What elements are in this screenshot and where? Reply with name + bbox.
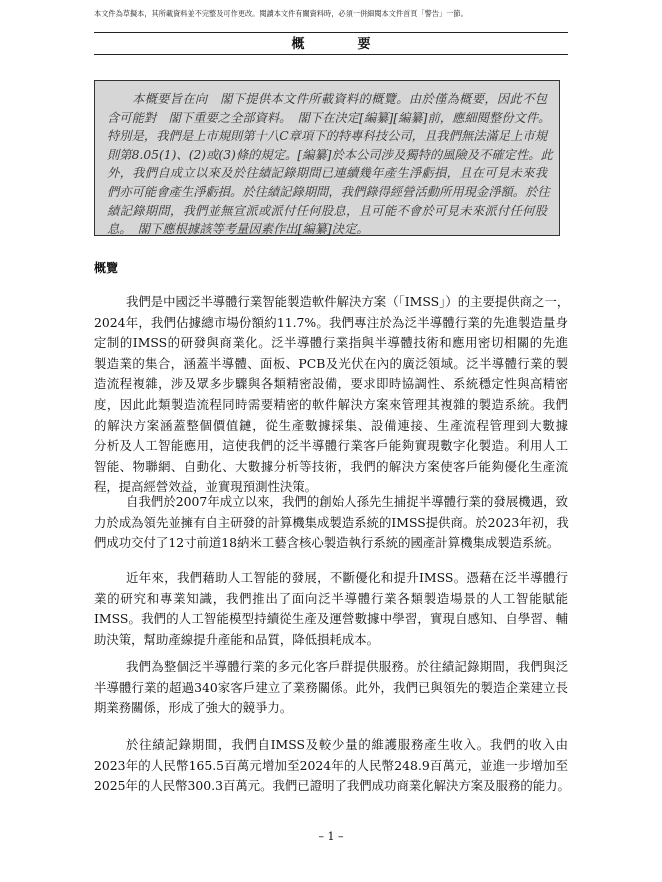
paragraph-line: 2024年，我們佔據總市場份額約11.7%。我們專注於為泛半導體行業的先進製造量身 bbox=[94, 314, 568, 330]
paragraph-line: 度，因此此類製造流程同時需要精密的軟件解決方案來管理其複雜的製造系統。我們 bbox=[94, 396, 568, 412]
summary-line: 們亦可能會產生淨虧損。於往績記錄期間，我們錄得經營活動所用現金淨額。於往 bbox=[107, 184, 550, 199]
page-number: – 1 – bbox=[318, 830, 344, 843]
paragraph-line: 近年來，我們藉助人工智能的發展，不斷優化和提升IMSS。憑藉在泛半導體行 bbox=[126, 570, 568, 585]
paragraph-line: 力於成為領先並擁有自主研發的計算機集成製造系統的IMSS提供商。於2023年初，我 bbox=[94, 514, 569, 530]
paragraph-line: 自我們於2007年成立以來，我們的創始人孫先生捕捉半導體行業的發展機遇，致 bbox=[126, 494, 568, 509]
summary-line: 本概要旨在向 閣下提供本文件所載資料的概覽。由於僅為概要，因此不包 bbox=[132, 92, 547, 106]
summary-line: 外，我們自成立以來及於往績記錄期間已連續幾年產生淨虧損，且在可見未來我 bbox=[107, 166, 547, 181]
overview-heading: 概覽 bbox=[94, 261, 119, 275]
summary-line: 則第8.05(1)、(2)或(3)條的規定。[編纂]於本公司涉及獨特的風險及不確定性。此 bbox=[107, 147, 553, 162]
paragraph-line: 的解決方案涵蓋整個價值鏈，從生產數據採集、設備連接、生產流程管理到大數據 bbox=[94, 417, 568, 433]
paragraph-line: 期業務關係，形成了強大的競爭力。 bbox=[94, 700, 293, 716]
paragraph-line: 我們為整個泛半導體行業的多元化客戶群提供服務。於往績記錄期間，我們與泛 bbox=[126, 659, 568, 674]
paragraph-line: 2023年的人民幣165.5百萬元增加至2024年的人民幣248.9百萬元，並進一步增加至 bbox=[94, 757, 568, 773]
summary-line: 績記錄期間，我們並無宣派或派付任何股息，且可能不會於可見未來派付任何股 bbox=[107, 203, 547, 218]
paragraph-line: IMSS。我們的人工智能模型持續從生產及運營數據中學習，實現自感知、自學習、輔 bbox=[94, 611, 568, 627]
section-title-bar bbox=[94, 32, 568, 55]
paragraph-line: 製造業的集合，涵蓋半導體、面板、PCB及光伏在內的廣泛領域。泛半導體行業的製 bbox=[94, 355, 568, 371]
paragraph-line: 分析及人工智能應用，這使我們的泛半導體行業客戶能夠實現數字化製造。利用人工 bbox=[94, 438, 568, 454]
paragraph-line: 半導體行業的超過340家客戶建立了業務關係。此外，我們已與領先的製造企業建立長 bbox=[94, 679, 568, 695]
paragraph bbox=[94, 292, 568, 498]
paragraph-line: 助決策，幫助產線提升產能和品質，降低損耗成本。 bbox=[94, 631, 379, 647]
paragraph-line: 程，提高經營效益，並實現預測性決策。 bbox=[94, 479, 318, 495]
paragraph-line: 2025年的人民幣300.3百萬元。我們已證明了我們成功商業化解決方案及服務的能力。 bbox=[94, 778, 570, 794]
summary-line: 息。 閣下應根據該等考量因素作出[編纂]決定。 bbox=[107, 222, 369, 237]
summary-disclaimer-box bbox=[94, 80, 560, 236]
section-title: 概 要 bbox=[291, 37, 391, 52]
paragraph-line: 我們是中國泛半導體行業智能製造軟件解決方案（「IMSS」）的主要提供商之一， bbox=[126, 294, 570, 309]
summary-line: 含可能對 閣下重要之全部資料。 閣下在決定[編纂][編纂]前，應細閱整份文件。 bbox=[107, 110, 551, 125]
summary-line: 特別是，我們是上市規則第十八C章項下的特專科技公司，且我們無法滿足上市規 bbox=[107, 129, 547, 144]
paragraph-line: 業的研究和專業知識，我們推出了面向泛半導體行業各類製造場景的人工智能賦能 bbox=[94, 590, 568, 606]
paragraph-line: 於往績記錄期間，我們自IMSS及較少量的維護服務產生收入。我們的收入由 bbox=[126, 737, 568, 752]
draft-notice: 本文件為草擬本，其所載資料並不完整及可作更改。閱讀本文件有關資料時，必須一併細閱本文件首頁「警告」一節。 bbox=[94, 9, 468, 18]
paragraph-line: 智能、物聯網、自動化、大數據分析等技術，我們的解決方案使客戶能夠優化生產流 bbox=[94, 458, 568, 474]
paragraph bbox=[94, 492, 568, 554]
paragraph bbox=[94, 657, 568, 719]
paragraph-line: 造流程複雜，涉及眾多步驟與各類精密設備，要求即時協調性、系統穩定性與高精密 bbox=[94, 376, 568, 392]
paragraph-line: 們成功交付了12寸前道18納米工藝含核心製造執行系統的國產計算機集成製造系統。 bbox=[94, 535, 560, 551]
paragraph-line: 定制的IMSS的研發與商業化。泛半導體行業指與半導體技術和應用密切相關的先進 bbox=[94, 335, 568, 351]
paragraph bbox=[94, 568, 568, 650]
paragraph bbox=[94, 735, 568, 797]
